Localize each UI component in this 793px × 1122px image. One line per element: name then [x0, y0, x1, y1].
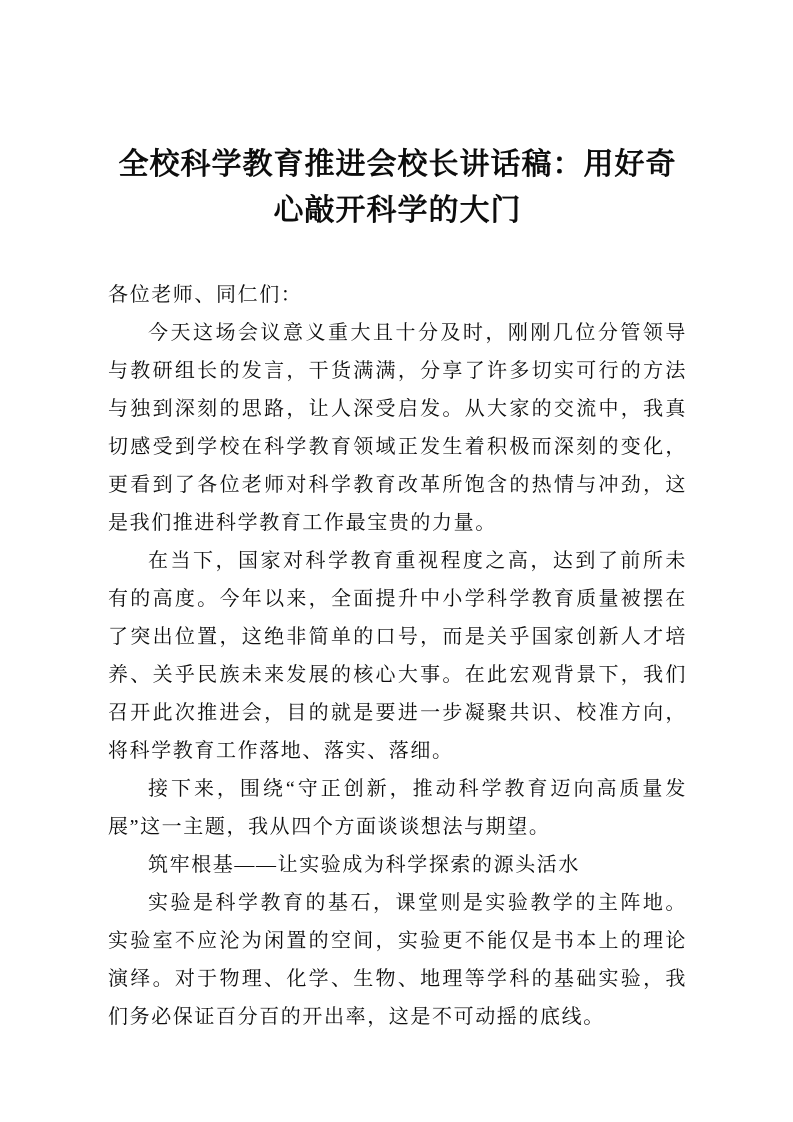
paragraph-experiments: 实验是科学教育的基石，课堂则是实验教学的主阵地。实验室不应沦为闲置的空间，实验更不能仅是书本上的理论演绎。对于物理、化学、生物、地理等学科的基础实验，我们务必保证百分百的开出率，这是不可动摇的底线。 — [108, 892, 687, 1028]
paragraph-national-context: 在当下，国家对科学教育重视程度之高，达到了前所未有的高度。今年以来，全面提升中小学科学教育质量被摆在了突出位置，这绝非简单的口号，而是关乎国家创新人才培养、关乎民族未来发展的核心大事。在此宏观背景下，我们召开此次推进会，目的就是要进一步凝聚共识、校准方向，将科学教育工作落地、落实、落细。 — [108, 550, 687, 762]
document-title: 全校科学教育推进会校长讲话稿：用好奇心敲开科学的大门 — [118, 148, 677, 227]
paragraph-theme-intro: 接下来，围绕“守正创新，推动科学教育迈向高质量发展”这一主题，我从四个方面谈谈想法与期望。 — [108, 778, 687, 838]
paragraph-opening: 今天这场会议意义重大且十分及时，刚刚几位分管领导与教研组长的发言，干货满满，分享了许多切实可行的方法与独到深刻的思路，让人深受启发。从大家的交流中，我真切感受到学校在科学教育领域正发生着积极而深刻的变化，更看到了各位老师对科学教育改革所饱含的热情与冲劲，这是我们推进科学教育工作最宝贵的力量。 — [108, 322, 687, 534]
salutation-line: 各位老师、同仁们： — [108, 284, 303, 306]
document-body — [108, 276, 687, 1036]
section-heading-foundation: 筑牢根基——让实验成为科学探索的源头活水 — [148, 854, 580, 876]
